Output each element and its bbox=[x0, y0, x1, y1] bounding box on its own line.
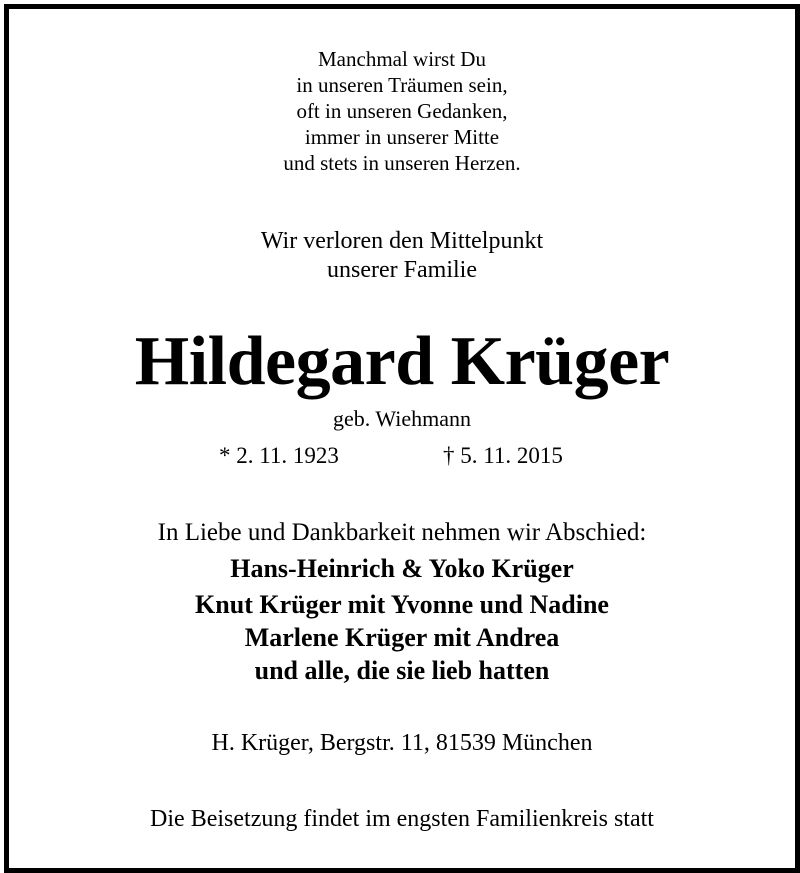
death-date: † 5. 11. 2015 bbox=[443, 443, 563, 468]
intro-line: unserer Familie bbox=[327, 257, 477, 283]
family-member: und alle, die sie lieb hatten bbox=[254, 656, 550, 685]
birth-date: * 2. 11. 1923 bbox=[219, 443, 339, 468]
intro-line: Wir verloren den Mittelpunkt bbox=[260, 228, 544, 254]
poem-line: immer in unserer Mitte bbox=[304, 125, 500, 149]
family-member: Hans-Heinrich & Yoko Krüger bbox=[230, 554, 574, 583]
family-member: Marlene Krüger mit Andrea bbox=[244, 623, 560, 652]
deceased-name: Hildegard Krüger bbox=[134, 323, 670, 400]
obituary-frame bbox=[4, 4, 800, 873]
farewell-line: In Liebe und Dankbarkeit nehmen wir Abschied: bbox=[157, 519, 647, 546]
poem-line: oft in unseren Gedanken, bbox=[296, 99, 508, 123]
poem-line: in unseren Träumen sein, bbox=[296, 73, 508, 97]
contact-address: H. Krüger, Bergstr. 11, 81539 München bbox=[211, 730, 593, 756]
funeral-note: Die Beisetzung findet im engsten Familienkreis statt bbox=[150, 806, 654, 832]
maiden-name: geb. Wiehmann bbox=[332, 406, 471, 431]
poem-line: Manchmal wirst Du bbox=[318, 47, 486, 71]
family-member: Knut Krüger mit Yvonne und Nadine bbox=[195, 590, 609, 619]
poem-line: und stets in unseren Herzen. bbox=[283, 151, 521, 175]
